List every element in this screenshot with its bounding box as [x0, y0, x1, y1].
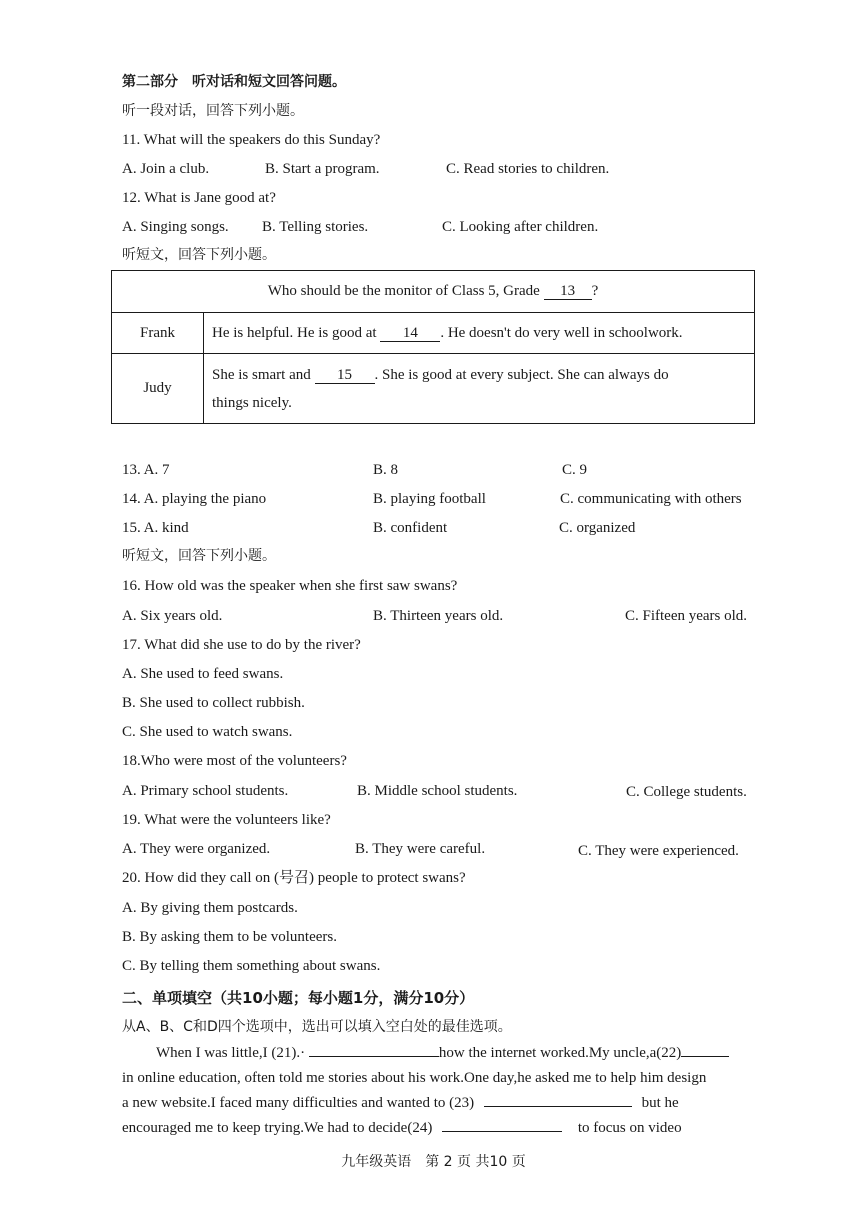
q12-option-a: A. Singing songs.	[122, 219, 229, 235]
passage-instruction-2: 听短文，回答下列小题。	[122, 548, 276, 564]
passage-text: a new website.I faced many difficulties and wanted to (23)	[122, 1095, 475, 1111]
q20-option-c: C. By telling them something about swans.	[122, 958, 381, 974]
q18-option-c: C. College students.	[626, 784, 747, 800]
passage-text: but he	[641, 1095, 679, 1111]
q13-option-c: C. 9	[562, 462, 588, 478]
q19-option-a: A. They were organized.	[122, 841, 271, 857]
part2-heading: 二、单项填空（共10小题；每小题1分，满分10分）	[122, 989, 475, 1007]
judy-description	[204, 354, 755, 424]
q14-option-a: 14. A. playing the piano	[122, 491, 267, 507]
q20-option-a: A. By giving them postcards.	[122, 900, 298, 916]
q19-option-b: B. They were careful.	[355, 841, 486, 857]
table-header-suffix: ?	[591, 283, 599, 299]
q14-option-b: B. playing football	[373, 491, 486, 507]
table-header	[112, 271, 755, 313]
frank-description	[204, 313, 755, 354]
passage-text: When I was little,I (21).·	[156, 1045, 306, 1061]
q20-option-b: B. By asking them to be volunteers.	[122, 929, 337, 945]
q11-option-a: A. Join a club.	[122, 161, 210, 177]
dialogue-instruction: 听一段对话，回答下列小题。	[122, 103, 304, 119]
q17-option-a: A. She used to feed swans.	[122, 666, 284, 682]
blank-13: 13	[544, 284, 592, 300]
question-16-stem: 16. How old was the speaker when she first saw swans?	[122, 578, 458, 594]
q13-option-a: 13. A. 7	[122, 462, 170, 478]
passage-text: to focus on video	[577, 1120, 682, 1136]
q16-option-b: B. Thirteen years old.	[373, 608, 504, 624]
q13-option-b: B. 8	[373, 462, 399, 478]
passage-text: encouraged me to keep trying.We had to decide(24)	[122, 1120, 433, 1136]
passage-line-2: in online education, often told me stories about his work.One day,he asked me to help him design	[122, 1070, 707, 1086]
name-frank: Frank	[112, 313, 204, 354]
passage-line-1	[156, 1044, 729, 1062]
passage-line-3	[122, 1094, 679, 1112]
name-judy: Judy	[112, 354, 204, 424]
question-11-stem: 11. What will the speakers do this Sunday?	[122, 132, 381, 148]
table-header-text: Who should be the monitor of Class 5, Grade	[267, 283, 540, 299]
passage-text: how the internet worked.My uncle,a(22)	[438, 1045, 682, 1061]
blank-24	[442, 1131, 562, 1132]
blank-14: 14	[380, 326, 440, 342]
q15-option-b: B. confident	[373, 520, 448, 536]
question-19-stem: 19. What were the volunteers like?	[122, 812, 331, 828]
q18-option-b: B. Middle school students.	[357, 783, 518, 799]
question-12-stem: 12. What is Jane good at?	[122, 190, 276, 206]
passage-instruction: 听短文，回答下列小题。	[122, 247, 276, 263]
judy-text-suffix: . She is good at every subject. She can always do	[374, 366, 669, 383]
q11-option-b: B. Start a program.	[265, 161, 380, 177]
q19-option-c: C. They were experienced.	[578, 843, 739, 859]
q16-option-c: C. Fifteen years old.	[625, 608, 748, 624]
q12-option-c: C. Looking after children.	[442, 219, 599, 235]
blank-15: 15	[315, 368, 375, 384]
q14-option-c: C. communicating with others	[560, 491, 742, 507]
q18-option-a: A. Primary school students.	[122, 783, 289, 799]
judy-text: She is smart and	[212, 366, 311, 383]
q11-option-c: C. Read stories to children.	[446, 161, 610, 177]
question-20-stem: 20. How did they call on (号召) people to protect swans?	[122, 870, 466, 886]
question-17-stem: 17. What did she use to do by the river?	[122, 637, 361, 653]
question-18-stem: 18.Who were most of the volunteers?	[122, 753, 347, 769]
q17-option-b: B. She used to collect rubbish.	[122, 695, 305, 711]
frank-text-suffix: . He doesn't do very well in schoolwork.	[440, 324, 683, 341]
blank-23	[484, 1106, 632, 1107]
q16-option-a: A. Six years old.	[122, 608, 223, 624]
blank-22	[681, 1056, 729, 1057]
section-heading: 第二部分 听对话和短文回答问题。	[122, 74, 346, 90]
part2-instruction: 从A、B、C和D四个选项中，选出可以填入空白处的最佳选项。	[122, 1019, 512, 1035]
frank-text: He is helpful. He is good at	[212, 324, 377, 341]
monitor-table	[111, 270, 755, 424]
q12-option-b: B. Telling stories.	[262, 219, 369, 235]
q17-option-c: C. She used to watch swans.	[122, 724, 293, 740]
passage-line-4	[122, 1119, 682, 1137]
page-footer: 九年级英语 第 2 页 共10 页	[341, 1154, 526, 1170]
q15-option-a: 15. A. kind	[122, 520, 189, 536]
judy-text-line2: things nicely.	[212, 394, 292, 411]
q15-option-c: C. organized	[559, 520, 636, 536]
blank-21	[309, 1056, 439, 1057]
